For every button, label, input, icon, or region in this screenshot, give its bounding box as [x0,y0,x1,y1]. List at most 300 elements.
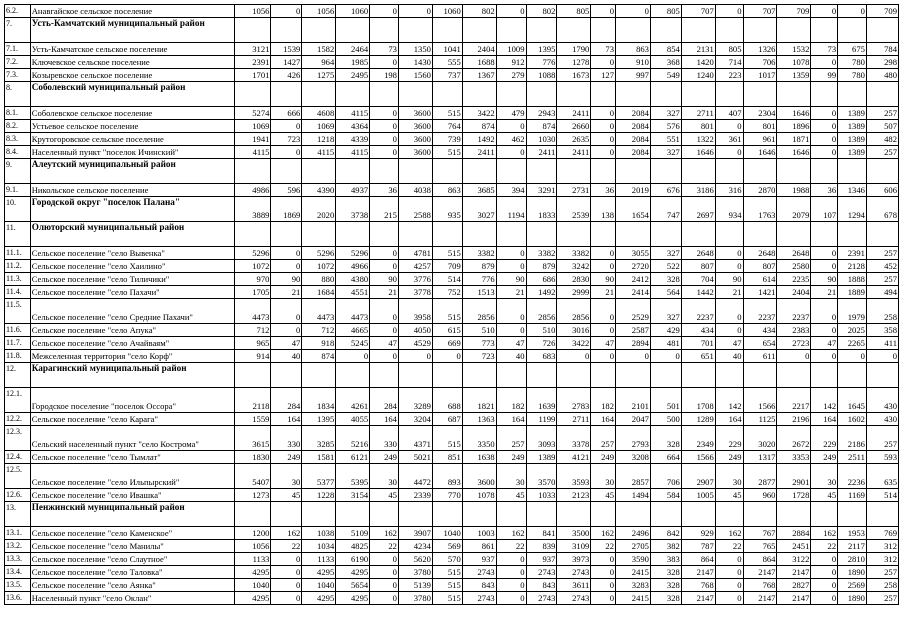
row-number: 12.1. [5,388,31,413]
value-cell [838,363,867,388]
row-number: 11. [5,222,31,247]
value-cell: 1492 [462,133,496,146]
value-cell: 805 [557,5,591,18]
value-cell: 964 [302,56,336,69]
settlement-name: Сельское поселение "село Средние Пахачи" [30,299,235,324]
value-cell: 510 [526,324,557,337]
value-cell: 960 [743,489,777,502]
value-cell: 1078 [777,56,811,69]
value-cell: 229 [715,426,743,451]
table-row [5,120,899,133]
value-cell: 5296 [302,247,336,260]
value-cell: 851 [432,451,462,464]
row-number: 11.3. [5,273,31,286]
value-cell: 5274 [235,107,271,120]
value-cell [650,18,681,43]
value-cell: 36 [370,184,399,197]
value-cell: 2857 [615,464,650,489]
value-cell [462,222,496,247]
value-cell: 0 [496,5,526,18]
value-cell: 839 [526,540,557,553]
value-cell: 2147 [743,592,777,605]
value-cell: 2217 [777,388,811,413]
value-cell: 1056 [235,5,271,18]
value-cell: 0 [398,5,432,18]
value-cell [777,222,811,247]
value-cell: 1069 [235,120,271,133]
value-cell: 1040 [302,579,336,592]
value-cell: 6190 [336,553,370,566]
value-cell: 2856 [526,299,557,324]
value-cell: 5296 [336,247,370,260]
value-cell: 1326 [743,43,777,56]
value-cell: 1169 [838,489,867,502]
table-row [5,43,899,56]
value-cell [557,82,591,107]
value-cell: 1041 [432,43,462,56]
value-cell: 0 [715,579,743,592]
value-cell: 0 [591,146,616,159]
value-cell: 284 [370,388,399,413]
settlement-name: Сельское поселение "село Тымлат" [30,451,235,464]
value-cell: 45 [715,489,743,502]
value-cell: 669 [432,337,462,350]
value-cell: 316 [715,184,743,197]
value-cell: 767 [743,527,777,540]
row-number: 10. [5,197,31,222]
value-cell: 935 [432,197,462,222]
value-cell: 1582 [302,43,336,56]
value-cell: 801 [743,120,777,133]
value-cell: 664 [650,451,681,464]
value-cell: 99 [811,69,838,82]
value-cell: 3378 [557,426,591,451]
value-cell: 2383 [777,324,811,337]
value-cell: 2588 [398,197,432,222]
value-cell: 0 [496,553,526,566]
value-cell: 0 [715,120,743,133]
value-cell [462,18,496,43]
value-cell: 2047 [615,413,650,426]
value-cell: 1559 [235,413,271,426]
table-row [5,324,899,337]
value-cell: 1228 [302,489,336,502]
value-cell: 1363 [462,413,496,426]
value-cell [777,159,811,184]
settlement-name: Козыревское сельское поселение [30,69,235,82]
value-cell: 2877 [743,464,777,489]
value-cell: 2147 [681,592,715,605]
value-cell: 0 [811,579,838,592]
value-cell: 0 [811,553,838,566]
value-cell: 0 [811,133,838,146]
value-cell: 2743 [557,566,591,579]
value-cell: 1294 [838,197,867,222]
value-cell: 805 [650,5,681,18]
value-cell: 4121 [557,451,591,464]
value-cell: 0 [591,107,616,120]
value-cell: 5620 [398,553,432,566]
value-cell: 2539 [557,197,591,222]
value-cell: 1790 [557,43,591,56]
value-cell: 0 [811,350,838,363]
value-cell: 2147 [743,566,777,579]
value-cell: 22 [370,540,399,553]
value-cell: 2084 [615,120,650,133]
value-cell: 0 [591,324,616,337]
value-cell: 2349 [681,426,715,451]
row-number: 6.2. [5,5,31,18]
value-cell: 182 [496,388,526,413]
section-header-row [5,82,899,107]
settlement-name: Сельское поселение "село Ачайваям" [30,337,235,350]
value-cell [811,502,838,527]
value-cell: 1560 [398,69,432,82]
value-cell: 1199 [526,413,557,426]
value-cell: 0 [811,324,838,337]
settlement-name: Устьевое сельское поселение [30,120,235,133]
value-cell [866,82,898,107]
value-cell [681,159,715,184]
value-cell: 0 [370,260,399,273]
value-cell: 1646 [777,107,811,120]
value-cell: 1389 [838,107,867,120]
value-cell: 5109 [336,527,370,540]
value-cell: 5139 [398,579,432,592]
value-cell: 0 [496,324,526,337]
settlement-name: Сельское поселение "село Тиличики" [30,273,235,286]
value-cell: 382 [650,540,681,553]
value-cell: 683 [526,350,557,363]
value-cell [743,159,777,184]
value-cell: 841 [526,527,557,540]
value-cell: 4551 [336,286,370,299]
value-cell: 549 [650,69,681,82]
value-cell: 47 [591,337,616,350]
value-cell: 2412 [615,273,650,286]
value-cell: 2705 [615,540,650,553]
value-cell: 4364 [336,120,370,133]
value-cell: 4473 [336,299,370,324]
value-cell: 0 [271,260,302,273]
value-cell: 4257 [398,260,432,273]
value-cell: 4781 [398,247,432,260]
value-cell: 257 [866,592,898,605]
row-number: 12.6. [5,489,31,502]
value-cell: 1367 [462,69,496,82]
value-cell: 3422 [557,337,591,350]
value-cell: 1701 [235,69,271,82]
value-cell: 4390 [302,184,336,197]
value-cell: 843 [462,579,496,592]
value-cell: 514 [432,273,462,286]
value-cell: 2731 [557,184,591,197]
value-cell: 4665 [336,324,370,337]
value-cell: 1033 [526,489,557,502]
value-cell: 2411 [557,107,591,120]
row-number: 13.4. [5,566,31,579]
value-cell: 961 [743,133,777,146]
value-cell: 0 [777,350,811,363]
value-cell [370,159,399,184]
value-cell: 880 [302,273,336,286]
value-cell: 0 [591,120,616,133]
value-cell: 3611 [557,579,591,592]
value-cell [557,18,591,43]
value-cell: 2464 [336,43,370,56]
value-cell: 3289 [398,388,432,413]
value-cell [743,82,777,107]
value-cell: 0 [591,260,616,273]
value-cell: 2580 [777,260,811,273]
value-cell: 2743 [526,592,557,605]
value-cell: 2237 [743,299,777,324]
value-cell: 2415 [615,592,650,605]
value-cell [496,363,526,388]
value-cell: 1395 [526,43,557,56]
value-cell: 2894 [615,337,650,350]
value-cell: 30 [811,464,838,489]
row-number: 8.2. [5,120,31,133]
value-cell: 2587 [615,324,650,337]
value-cell: 2084 [615,133,650,146]
value-cell: 0 [811,566,838,579]
value-cell: 0 [496,120,526,133]
value-cell: 1125 [743,413,777,426]
value-cell [271,222,302,247]
value-cell: 1278 [557,56,591,69]
value-cell: 3283 [615,579,650,592]
value-cell [557,502,591,527]
value-cell: 752 [432,286,462,299]
value-cell [591,363,616,388]
value-cell: 515 [432,592,462,605]
value-cell: 515 [432,566,462,579]
value-cell: 1646 [681,146,715,159]
district-name: Алеутский муниципальный район [30,159,235,184]
value-cell [591,18,616,43]
value-cell [715,222,743,247]
value-cell: 0 [370,120,399,133]
value-cell: 3027 [462,197,496,222]
value-cell [336,159,370,184]
value-cell [302,18,336,43]
value-cell: 863 [615,43,650,56]
value-cell [557,363,591,388]
value-cell: 2711 [681,107,715,120]
value-cell: 1581 [302,451,336,464]
row-number: 13.1. [5,527,31,540]
value-cell: 515 [432,426,462,451]
value-cell: 3242 [557,260,591,273]
value-cell: 162 [496,527,526,540]
value-cell: 1060 [336,5,370,18]
value-cell: 0 [271,592,302,605]
value-cell: 21 [715,286,743,299]
district-name: Карагинский муниципальный район [30,363,235,388]
value-cell: 1673 [557,69,591,82]
value-cell: 1346 [838,184,867,197]
value-cell: 182 [591,388,616,413]
value-cell: 328 [650,566,681,579]
row-number: 7.2. [5,56,31,69]
value-cell: 2020 [302,197,336,222]
value-cell: 2830 [557,273,591,286]
value-cell [526,159,557,184]
value-cell: 3593 [557,464,591,489]
row-number: 11.7. [5,337,31,350]
value-cell: 0 [370,579,399,592]
value-cell: 90 [715,273,743,286]
value-cell: 551 [650,133,681,146]
value-cell: 4472 [398,464,432,489]
value-cell: 2810 [838,553,867,566]
value-cell: 0 [370,350,399,363]
value-cell: 0 [271,120,302,133]
value-cell: 0 [271,5,302,18]
value-cell: 2635 [557,133,591,146]
row-number: 8.1. [5,107,31,120]
value-cell: 3778 [398,286,432,299]
value-cell: 3907 [398,527,432,540]
value-cell: 284 [271,388,302,413]
value-cell: 0 [370,107,399,120]
value-cell: 4295 [336,592,370,605]
value-cell: 327 [650,146,681,159]
value-cell: 0 [838,5,867,18]
value-cell: 1979 [838,299,867,324]
row-number: 12. [5,363,31,388]
value-cell: 45 [271,489,302,502]
value-cell: 1427 [271,56,302,69]
value-cell: 712 [235,324,271,337]
value-cell: 879 [526,260,557,273]
value-cell: 328 [650,579,681,592]
value-cell: 3615 [235,426,271,451]
value-cell: 462 [496,133,526,146]
value-cell [650,159,681,184]
table-row [5,260,899,273]
value-cell: 4050 [398,324,432,337]
value-cell [811,82,838,107]
value-cell: 2237 [681,299,715,324]
value-cell: 997 [615,69,650,82]
value-cell: 773 [462,337,496,350]
value-cell: 770 [432,489,462,502]
value-cell: 47 [370,337,399,350]
value-cell: 21 [811,286,838,299]
value-cell: 0 [496,592,526,605]
value-cell [462,82,496,107]
value-cell: 2265 [838,337,867,350]
value-cell: 47 [271,337,302,350]
value-cell: 780 [838,56,867,69]
value-cell: 0 [591,5,616,18]
value-cell: 2743 [526,566,557,579]
value-cell: 768 [681,579,715,592]
value-cell: 162 [370,527,399,540]
value-cell: 1056 [235,540,271,553]
value-cell: 1821 [462,388,496,413]
value-cell: 0 [650,350,681,363]
value-cell: 0 [715,5,743,18]
value-cell: 807 [743,260,777,273]
value-cell: 3600 [398,107,432,120]
value-cell: 411 [866,337,898,350]
value-cell: 0 [496,247,526,260]
budget-table [4,4,899,605]
row-number: 11.1. [5,247,31,260]
table-row [5,146,899,159]
value-cell: 569 [432,540,462,553]
value-cell [650,82,681,107]
table-row [5,350,899,363]
value-cell: 615 [432,324,462,337]
value-cell: 164 [370,413,399,426]
row-number: 11.2. [5,260,31,273]
value-cell: 3422 [462,107,496,120]
table-row [5,133,899,146]
value-cell: 2025 [838,324,867,337]
value-cell: 5654 [336,579,370,592]
row-number: 13.5. [5,579,31,592]
value-cell: 675 [838,43,867,56]
row-number: 12.4. [5,451,31,464]
value-cell: 2743 [557,592,591,605]
value-cell [743,222,777,247]
table-row [5,413,899,426]
value-cell [838,159,867,184]
value-cell: 279 [496,69,526,82]
value-cell: 0 [432,350,462,363]
value-cell: 515 [432,579,462,592]
table-row [5,527,899,540]
value-cell: 709 [777,5,811,18]
value-cell: 739 [432,133,462,146]
value-cell: 90 [370,273,399,286]
value-cell: 4115 [336,107,370,120]
value-cell: 2648 [743,247,777,260]
settlement-name: Крутогоровское сельское поселение [30,133,235,146]
value-cell [743,502,777,527]
row-number: 11.5. [5,299,31,324]
value-cell: 164 [715,413,743,426]
value-cell: 36 [591,184,616,197]
value-cell: 2870 [743,184,777,197]
value-cell: 0 [496,260,526,273]
value-cell: 707 [743,5,777,18]
value-cell: 893 [432,464,462,489]
value-cell: 394 [496,184,526,197]
table-body [5,5,899,605]
value-cell [811,159,838,184]
value-cell: 929 [681,527,715,540]
value-cell: 1088 [526,69,557,82]
value-cell: 2943 [526,107,557,120]
value-cell: 2999 [557,286,591,299]
value-cell: 0 [370,133,399,146]
table-row [5,184,899,197]
value-cell [496,222,526,247]
value-cell: 328 [650,273,681,286]
value-cell: 257 [591,426,616,451]
value-cell: 1539 [271,43,302,56]
value-cell [271,159,302,184]
value-cell: 2084 [615,107,650,120]
value-cell: 2391 [235,56,271,69]
value-cell: 249 [271,451,302,464]
value-cell: 162 [271,527,302,540]
